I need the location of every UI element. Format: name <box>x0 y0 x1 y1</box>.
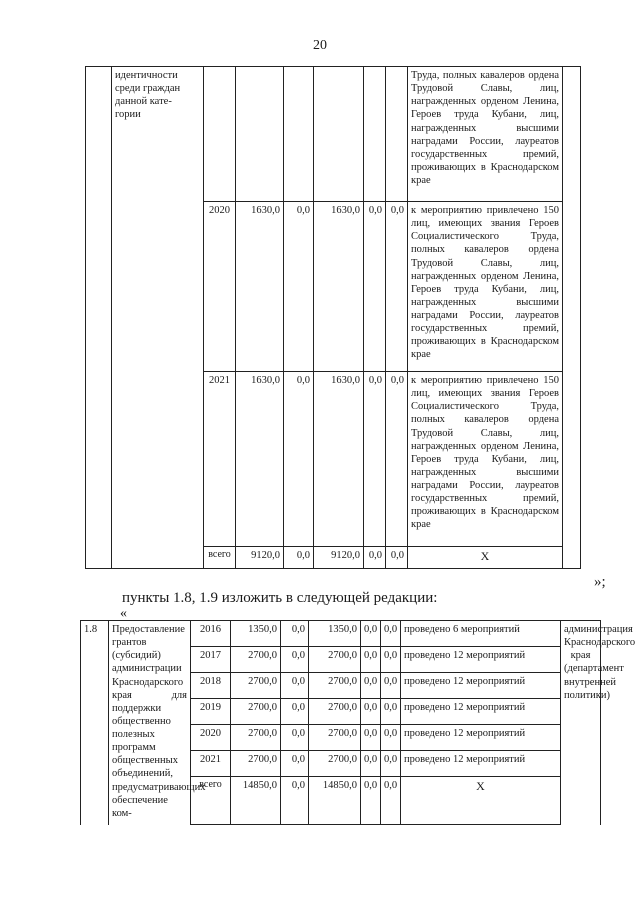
description-cell: к мероприятию привлечено 150 лиц, имеющих звания Героев Социалистического Труда, полных кавалеров ордена Трудовой Славы, лиц, награжденных орденом Ленина, Героев труда Кубани, лиц, награжденных высшими наградами России, лауреатов государственных премий, проживающих в Краснодарском крае <box>408 372 563 547</box>
value-cell: 1630,0 <box>314 372 364 547</box>
item-name: Предоставление грантов (субсидий) администрации Краснодарского края для поддержки общественно полезных программ общественных объединений, предусматривающих обеспечение ком- <box>109 621 191 825</box>
subject-line: гории <box>115 109 141 121</box>
subject-line: идентичности <box>115 70 178 81</box>
value-cell: 0,0 <box>364 372 386 547</box>
description-cell: к мероприятию привлечено 150 лиц, имеющих звания Героев Социалистического Труда, полных кавалеров ордена Трудовой Славы, лиц, награжденных орденом Ленина, Героев труда Кубани, лиц, награжденных высшими наградами России, лауреатов государственных премий, проживающих в Краснодарском крае <box>408 202 563 372</box>
x-mark: Х <box>408 547 563 569</box>
program-table-continued <box>85 66 581 569</box>
total-cell: 1630,0 <box>236 372 284 547</box>
value-cell: 0,0 <box>361 673 381 699</box>
value-cell: 0,0 <box>386 202 408 372</box>
value-cell: 0,0 <box>381 647 401 673</box>
value-cell: 0,0 <box>281 647 309 673</box>
total-label: всего <box>204 547 236 569</box>
value-cell: 2700,0 <box>309 673 361 699</box>
opening-quote: « <box>120 606 127 621</box>
total-cell: 2700,0 <box>231 647 281 673</box>
year-cell: 2021 <box>204 372 236 547</box>
value-cell: 0,0 <box>381 621 401 647</box>
table-row <box>86 67 581 202</box>
value-cell: 0,0 <box>386 547 408 569</box>
amendment-instruction: пункты 1.8, 1.9 изложить в следующей редакции: <box>122 590 438 606</box>
total-label: всего <box>191 777 231 825</box>
closing-quote: »; <box>594 574 606 590</box>
number-cell-empty <box>86 67 112 569</box>
subject-cell <box>112 67 204 569</box>
value-cell: 0,0 <box>361 699 381 725</box>
value-cell: 0,0 <box>381 699 401 725</box>
value-cell: 0,0 <box>364 202 386 372</box>
year-cell: 2019 <box>191 699 231 725</box>
value-cell: 14850,0 <box>309 777 361 825</box>
value-cell: 0,0 <box>281 751 309 777</box>
value-cell: 1630,0 <box>314 202 364 372</box>
year-cell: 2021 <box>191 751 231 777</box>
result-cell: проведено 12 мероприятий <box>401 699 561 725</box>
program-table-new <box>80 620 636 825</box>
result-cell: проведено 12 мероприятий <box>401 725 561 751</box>
subject-line: данной кате- <box>115 96 172 108</box>
value-cell: 2700,0 <box>309 699 361 725</box>
year-cell: 2020 <box>204 202 236 372</box>
value-cell: 0,0 <box>281 725 309 751</box>
total-cell: 14850,0 <box>231 777 281 825</box>
value-cell: 0,0 <box>361 647 381 673</box>
subject-line: среди граждан <box>115 83 181 95</box>
value-cell: 0,0 <box>361 751 381 777</box>
year-cell: 2016 <box>191 621 231 647</box>
year-cell: 2020 <box>191 725 231 751</box>
total-cell: 9120,0 <box>236 547 284 569</box>
value-cell: 0,0 <box>284 202 314 372</box>
value-cell: 0,0 <box>281 777 309 825</box>
year-cell: 2017 <box>191 647 231 673</box>
total-cell: 2700,0 <box>231 673 281 699</box>
page-number: 20 <box>313 38 327 53</box>
value-cell: 0,0 <box>381 725 401 751</box>
value-cell: 0,0 <box>281 673 309 699</box>
executor-cell-empty <box>563 67 581 569</box>
total-cell: 1350,0 <box>231 621 281 647</box>
value-cell: 1350,0 <box>309 621 361 647</box>
value-cell: 0,0 <box>386 372 408 547</box>
total-cell: 2700,0 <box>231 725 281 751</box>
value-cell: 2700,0 <box>309 647 361 673</box>
total-cell: 2700,0 <box>231 699 281 725</box>
table-row <box>81 621 601 647</box>
result-cell: проведено 12 мероприятий <box>401 647 561 673</box>
value-cell: 0,0 <box>361 725 381 751</box>
value-cell: 0,0 <box>281 621 309 647</box>
value-cell: 0,0 <box>361 621 381 647</box>
value-cell: 0,0 <box>381 673 401 699</box>
result-cell: проведено 12 мероприятий <box>401 673 561 699</box>
item-number: 1.8 <box>81 621 109 825</box>
value-cell: 0,0 <box>284 547 314 569</box>
value-cell: 0,0 <box>284 372 314 547</box>
value-cell: 0,0 <box>381 751 401 777</box>
executor-cell: администрация Краснодарского края (департамент внутренней политики) <box>561 621 601 825</box>
description-cell: Труда, полных кавалеров ордена Трудовой Славы, лиц, награжденных орденом Ленина, Героев труда Кубани, лиц, награжденных высшими наградами России, лауреатов государственных премий, проживающих в Краснодарском крае <box>408 67 563 202</box>
total-cell: 1630,0 <box>236 202 284 372</box>
x-mark: Х <box>401 777 561 825</box>
year-cell: 2018 <box>191 673 231 699</box>
value-cell: 2700,0 <box>309 751 361 777</box>
result-cell: проведено 6 мероприятий <box>401 621 561 647</box>
value-cell: 0,0 <box>361 777 381 825</box>
total-cell: 2700,0 <box>231 751 281 777</box>
value-cell: 0,0 <box>364 547 386 569</box>
value-cell: 0,0 <box>381 777 401 825</box>
value-cell: 0,0 <box>281 699 309 725</box>
value-cell: 9120,0 <box>314 547 364 569</box>
result-cell: проведено 12 мероприятий <box>401 751 561 777</box>
value-cell: 2700,0 <box>309 725 361 751</box>
